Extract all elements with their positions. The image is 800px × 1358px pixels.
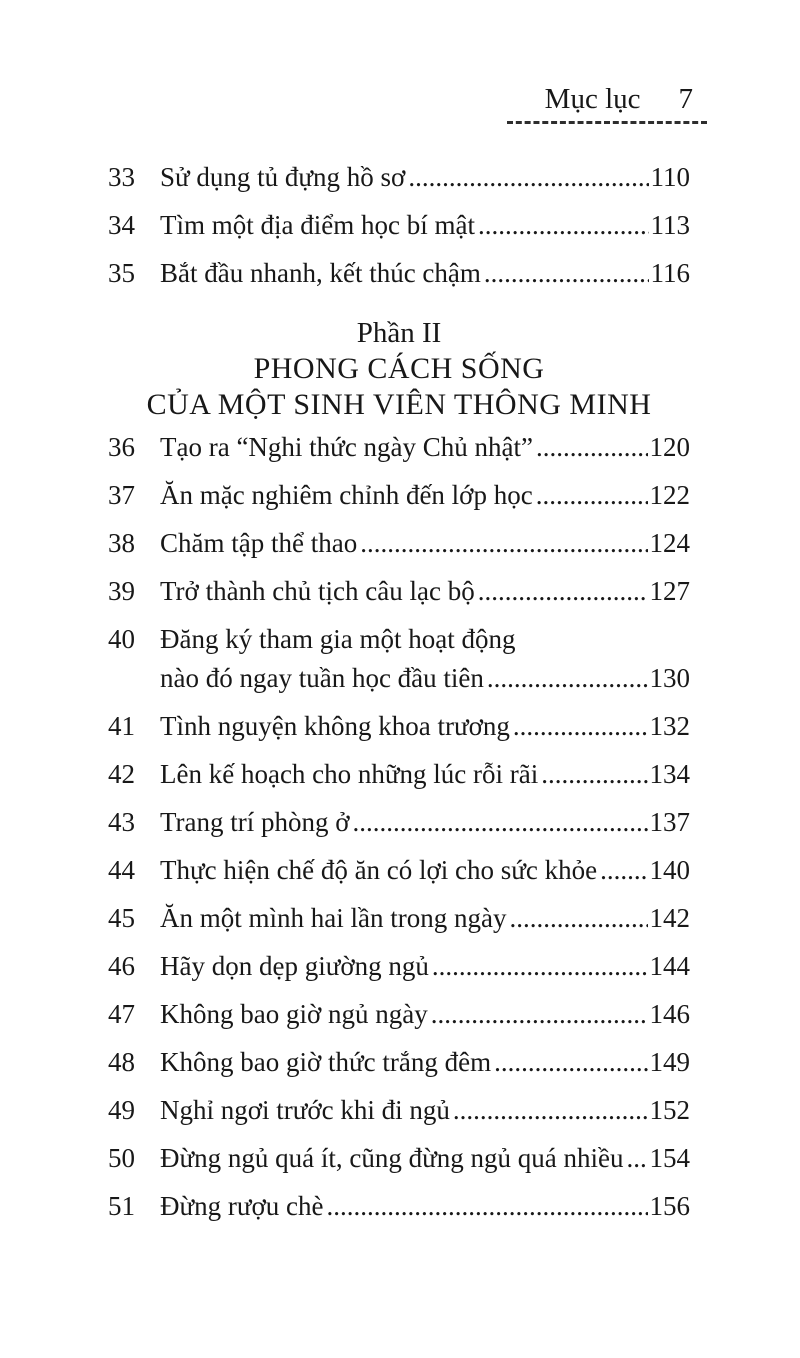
toc-entry [108,1141,690,1175]
entry-page-number: 122 [649,479,690,510]
toc-entry [108,805,690,839]
entry-title-line-1 [160,622,690,656]
entry-body [160,1045,690,1079]
entry-title: Đừng ngủ quá ít, cũng đừng ngủ quá nhiều [160,1142,624,1173]
dot-leader [478,574,648,608]
dot-leader [513,709,648,743]
entry-title: Hãy dọn dẹp giường ngủ [160,950,429,981]
entry-body [160,1141,690,1175]
entry-title: Thực hiện chế độ ăn có lợi cho sức khỏe [160,854,598,885]
entry-line [160,574,690,608]
dot-leader [536,430,647,464]
entry-title: Tìm một địa điểm học bí mật [160,209,475,240]
entry-line [160,901,690,935]
entry-line [160,805,690,839]
entry-page-number: 120 [649,431,690,462]
dot-leader [541,757,647,791]
entry-body [160,1189,690,1223]
entry-title: Tạo ra “Nghi thức ngày Chủ nhật” [160,431,534,462]
entry-page-number: 144 [649,950,690,981]
entry-number: 47 [108,998,135,1029]
entry-page-number: 156 [649,1190,690,1221]
entry-number: 48 [108,1046,135,1077]
section-title-line-2: CỦA MỘT SINH VIÊN THÔNG MINH [146,387,652,421]
entry-title: Nghỉ ngơi trước khi đi ngủ [160,1094,450,1125]
entry-body [160,901,690,935]
entry-body [160,208,690,242]
toc-entry [108,208,690,242]
dot-leader [487,661,648,695]
entry-title-line-2 [160,661,690,695]
toc-entry [108,1093,690,1127]
toc-entry [108,526,690,560]
entry-number: 38 [108,527,135,558]
entry-body [160,1093,690,1127]
entry-title: Lên kế hoạch cho những lúc rỗi rãi [160,758,539,789]
entry-number: 46 [108,950,135,981]
toc-entry [108,853,690,887]
entry-body [160,757,690,791]
entry-body [160,256,690,290]
entry-title: Ăn mặc nghiêm chỉnh đến lớp học [160,479,533,510]
entry-line [160,430,690,464]
toc-entry [108,949,690,983]
entry-page-number: 127 [649,575,690,606]
entry-line [160,757,690,791]
toc-entry [108,574,690,608]
entry-body [160,805,690,839]
toc-entry [108,709,690,743]
entry-body [160,622,690,695]
entry-page-number: 116 [650,257,690,288]
dot-leader [494,1045,647,1079]
toc-entry [108,478,690,512]
toc-entry [108,1189,690,1223]
entry-body [160,526,690,560]
entry-title: Đừng rượu chè [160,1190,324,1221]
header-title: Mục lục [544,83,641,115]
entry-line [160,478,690,512]
entry-title: Đăng ký tham gia một hoạt động [160,623,516,654]
dot-leader [484,256,649,290]
entry-title-continued: nào đó ngay tuần học đầu tiên [160,662,484,693]
toc-entry [108,1045,690,1079]
toc-list-part1 [108,160,690,290]
entry-page-number: 130 [649,662,690,693]
dot-leader [600,853,647,887]
toc-entry [108,622,690,695]
entry-line [160,997,690,1031]
entry-page-number: 113 [650,209,690,240]
entry-number: 40 [108,623,135,654]
entry-body [160,853,690,887]
entry-title: Không bao giờ ngủ ngày [160,998,428,1029]
entry-number: 49 [108,1094,135,1125]
entry-body [160,160,690,194]
dot-leader [432,949,648,983]
page-header [507,84,707,124]
page-header-text [507,84,707,121]
dot-leader [478,208,649,242]
entry-body [160,574,690,608]
entry-line [160,1045,690,1079]
entry-line [160,1189,690,1223]
entry-line [160,256,690,290]
entry-body [160,709,690,743]
entry-line [160,526,690,560]
entry-page-number: 142 [649,902,690,933]
dot-leader [626,1141,647,1175]
dot-leader [327,1189,648,1223]
toc-entry [108,430,690,464]
entry-number: 50 [108,1142,135,1173]
dot-leader [453,1093,648,1127]
entry-body [160,949,690,983]
entry-page-number: 137 [649,806,690,837]
entry-body [160,478,690,512]
entry-page-number: 134 [649,758,690,789]
header-page-number: 7 [678,83,693,115]
entry-line [160,1141,690,1175]
header-dashed-rule [507,121,707,124]
entry-number: 35 [108,257,135,288]
toc-entry [108,256,690,290]
entry-title: Sử dụng tủ đựng hồ sơ [160,161,406,192]
entry-page-number: 146 [649,998,690,1029]
entry-number: 33 [108,161,135,192]
entry-number: 37 [108,479,135,510]
entry-title: Không bao giờ thức trắng đêm [160,1046,492,1077]
entry-number: 45 [108,902,135,933]
toc-entry [108,901,690,935]
entry-number: 41 [108,710,135,741]
entry-body [160,997,690,1031]
entry-number: 43 [108,806,135,837]
entry-title: Trở thành chủ tịch câu lạc bộ [160,575,475,606]
entry-line [160,853,690,887]
entry-page-number: 110 [650,161,690,192]
entry-line [160,949,690,983]
dot-leader [360,526,647,560]
entry-number: 36 [108,431,135,462]
entry-title: Tình nguyện không khoa trương [160,710,510,741]
dot-leader [408,160,648,194]
entry-page-number: 132 [649,710,690,741]
entry-page-number: 124 [649,527,690,558]
entry-title: Chăm tập thể thao [160,527,358,558]
entry-page-number: 152 [649,1094,690,1125]
section-title-line-1: PHONG CÁCH SỐNG [253,351,545,385]
dot-leader [353,805,648,839]
toc-list-part2 [108,430,690,1223]
entry-title: Ăn một mình hai lần trong ngày [160,902,507,933]
dot-leader [509,901,647,935]
dot-leader [431,997,648,1031]
entry-page-number: 140 [649,854,690,885]
table-of-contents [108,160,690,1223]
entry-title: Trang trí phòng ở [160,806,350,837]
entry-number: 39 [108,575,135,606]
toc-entry [108,757,690,791]
entry-number: 51 [108,1190,135,1221]
entry-title: Bắt đầu nhanh, kết thúc chậm [160,257,481,288]
entry-line [160,208,690,242]
entry-body [160,430,690,464]
entry-number: 44 [108,854,135,885]
entry-number: 34 [108,209,135,240]
entry-page-number: 154 [649,1142,690,1173]
section-heading [108,315,690,423]
entry-line [160,160,690,194]
toc-entry [108,997,690,1031]
entry-page-number: 149 [649,1046,690,1077]
entry-number: 42 [108,758,135,789]
dot-leader [536,478,648,512]
entry-line [160,709,690,743]
toc-entry [108,160,690,194]
section-part-label: Phần II [356,316,442,349]
entry-line [160,1093,690,1127]
